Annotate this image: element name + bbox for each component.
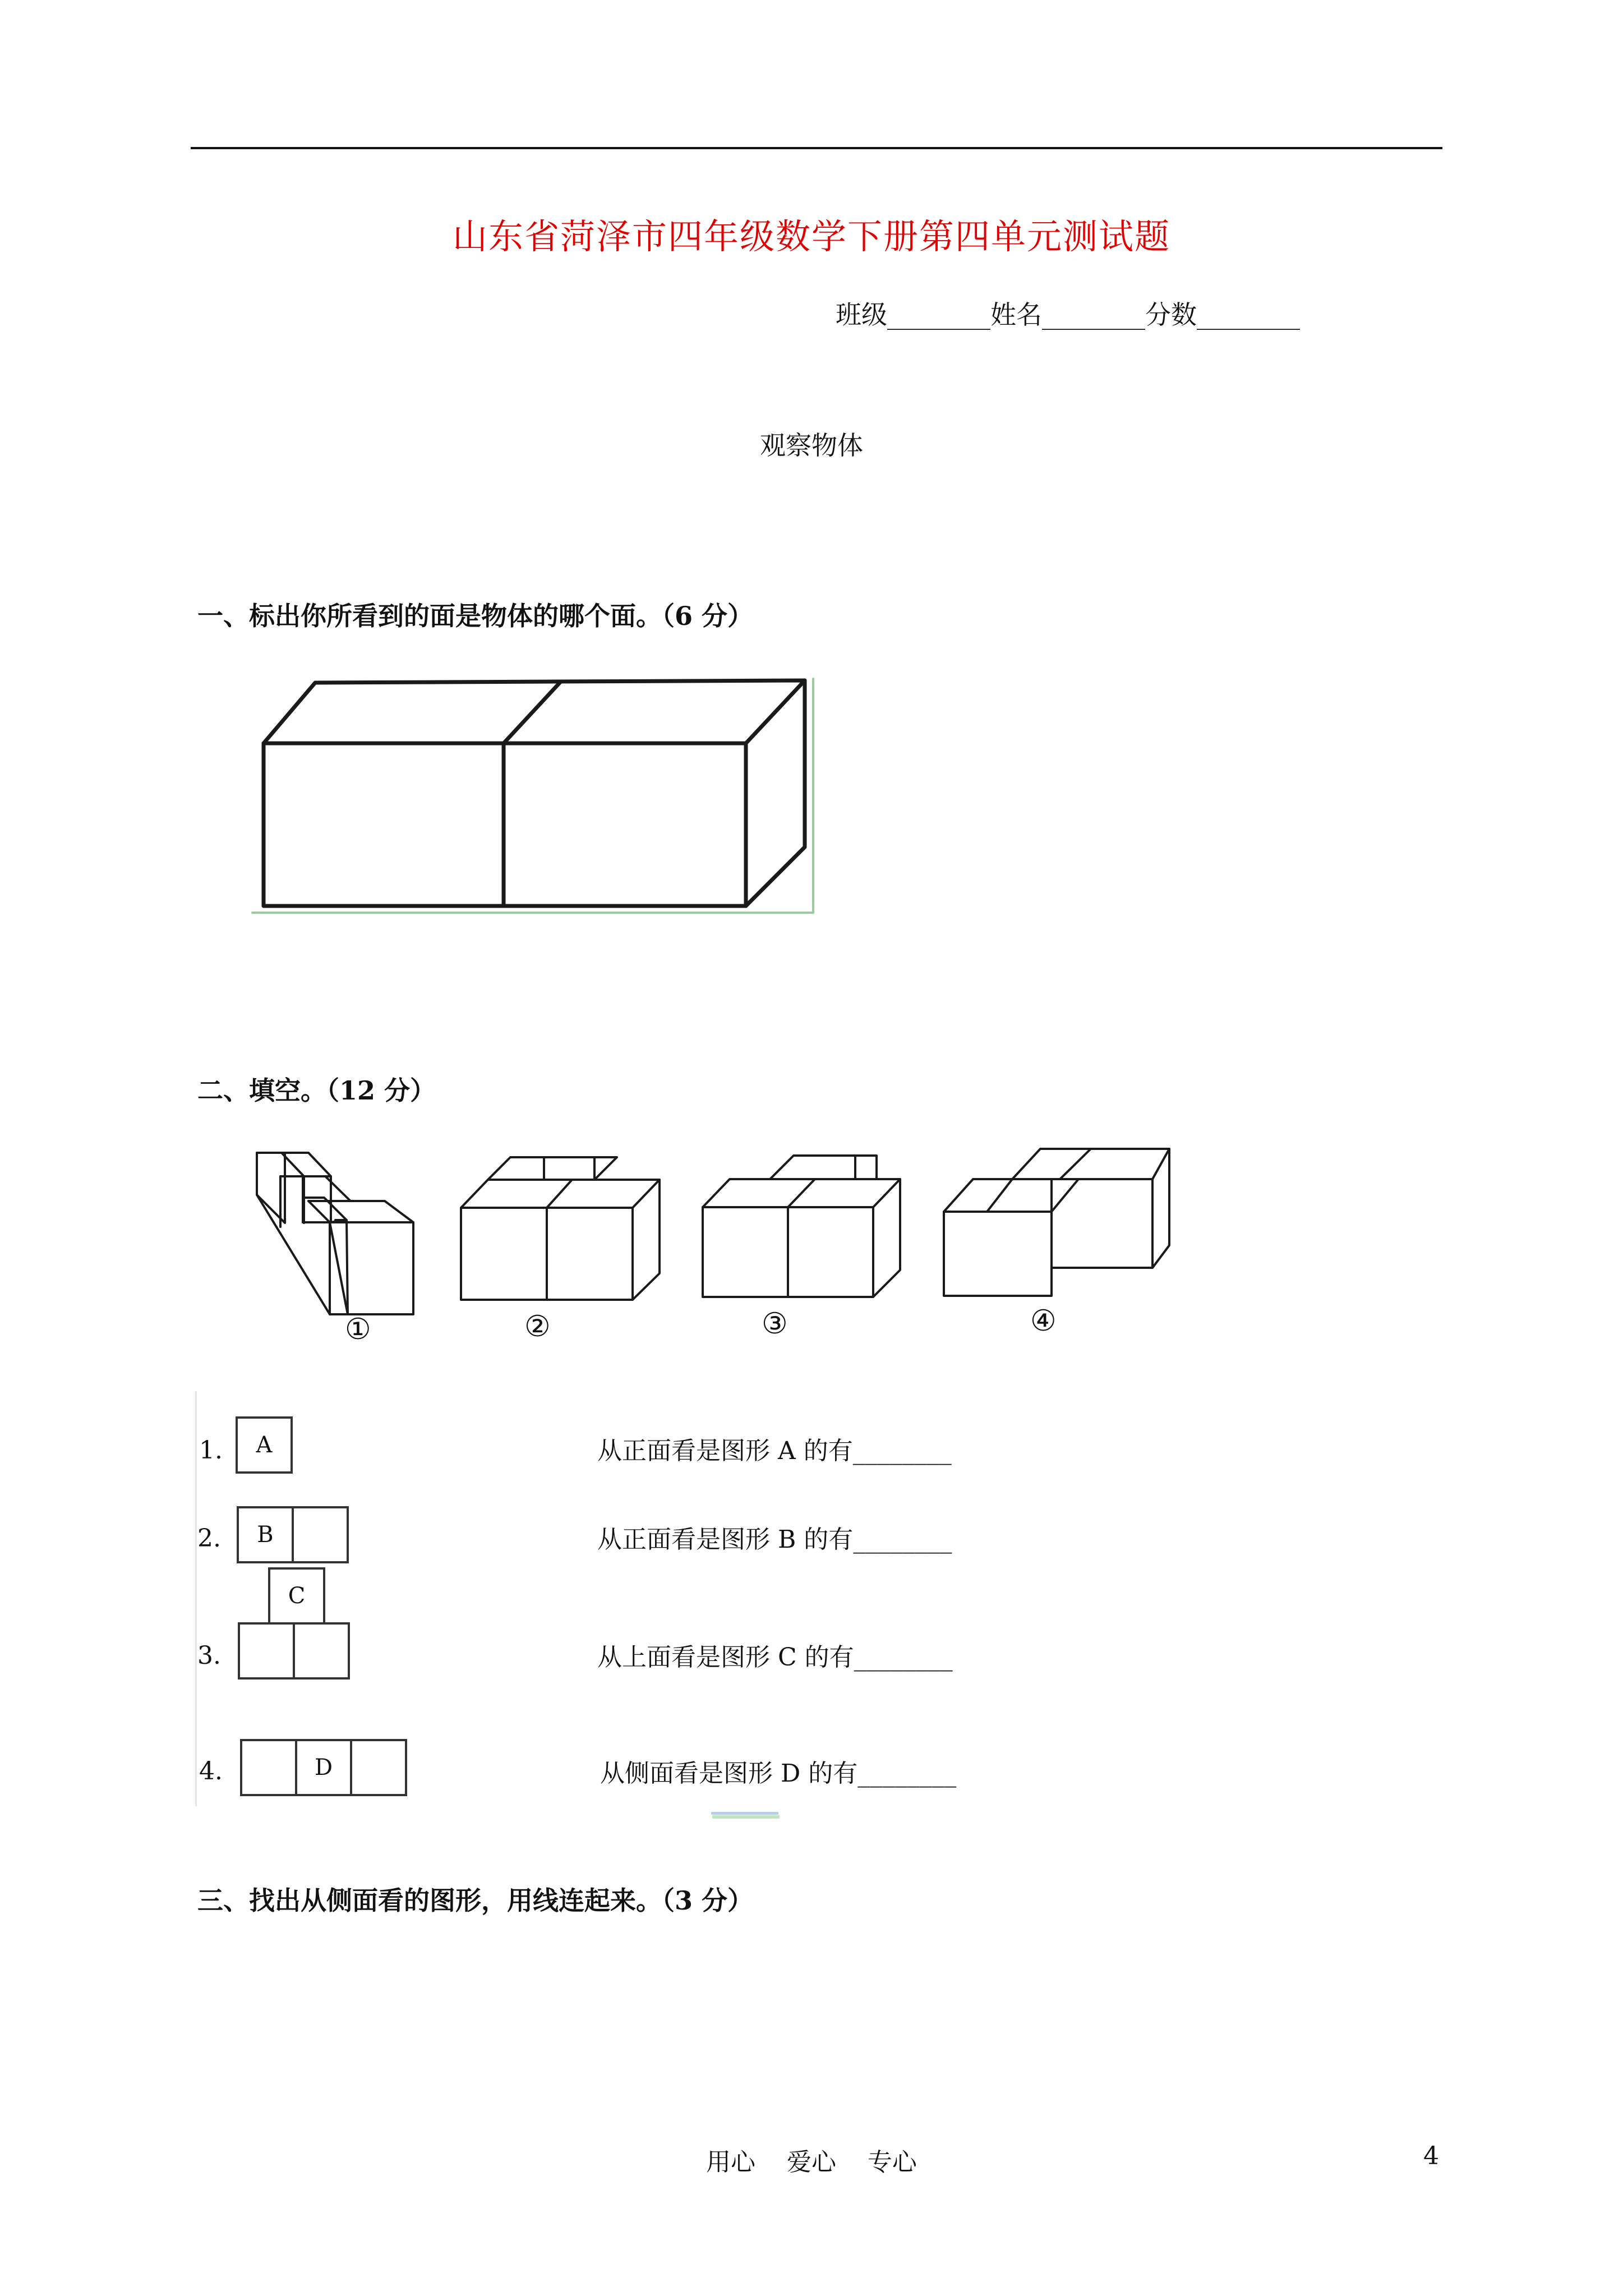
question-1-shape [236, 1416, 293, 1474]
shape-cell [238, 1622, 295, 1680]
question-2-label: 从正面看是图形 B 的有 [597, 1525, 854, 1554]
question-3-label: 从上面看是图形 C 的有 [597, 1643, 854, 1672]
name-blank: ________ [1042, 300, 1145, 330]
section3-heading: 三、找出从侧面看的图形，用线连起来。（3 分） [197, 1885, 754, 1916]
header-rule [191, 147, 1442, 149]
question-4-text [600, 1753, 956, 1789]
section2-heading: 二、填空。（12 分） [197, 1075, 436, 1106]
page-title: 山东省菏泽市四年级数学下册第四单元测试题 [452, 216, 1170, 257]
shape-cell: D [295, 1739, 352, 1796]
shape-cell [350, 1739, 407, 1796]
unit-subtitle: 观察物体 [760, 430, 863, 461]
question-2-blank[interactable]: ________ [853, 1525, 952, 1554]
question-3-text [597, 1637, 953, 1673]
name-label: 姓名 [990, 300, 1042, 330]
section1-heading: 一、标出你所看到的面是物体的哪个面。（6 分） [197, 601, 754, 631]
scan-artifact-mark [711, 1812, 778, 1815]
question-1-blank[interactable]: ________ [852, 1437, 952, 1465]
question-1-text [597, 1430, 952, 1466]
two-box-solid-figure [247, 670, 830, 917]
figure-label-1: ① [345, 1313, 371, 1346]
shape-cell: C [268, 1567, 325, 1625]
student-info-line [836, 295, 1300, 332]
score-blank: ________ [1197, 300, 1300, 330]
cube-figure-3 [698, 1150, 906, 1301]
shape-cell [293, 1622, 350, 1680]
footer-motto: 用心 爱心 专心 [706, 2148, 917, 2177]
scan-edge-line [195, 1391, 197, 1806]
question-4-shape [240, 1739, 407, 1796]
question-3-blank[interactable]: ________ [854, 1643, 953, 1672]
question-1-number: 1. [199, 1436, 223, 1465]
score-label: 分数 [1145, 300, 1197, 330]
cube-figure-4 [939, 1144, 1186, 1301]
shape-cell [292, 1506, 349, 1563]
question-4-blank[interactable]: ________ [857, 1759, 957, 1788]
class-blank: ________ [887, 300, 990, 330]
figure-label-3: ③ [762, 1307, 788, 1341]
question-2-number: 2. [197, 1524, 221, 1553]
figure-label-2: ② [524, 1310, 551, 1343]
shape-cell [240, 1739, 297, 1796]
question-3-top-cell [268, 1567, 325, 1625]
scan-artifact-mark [712, 1815, 780, 1819]
question-4-label: 从侧面看是图形 D 的有 [600, 1759, 858, 1788]
question-2-text [597, 1519, 952, 1555]
figure-label-4: ④ [1030, 1304, 1057, 1338]
question-4-number: 4. [199, 1757, 223, 1786]
page-number: 4 [1423, 2142, 1439, 2170]
question-2-shape [237, 1506, 349, 1563]
cube-figure-2 [454, 1153, 662, 1304]
question-1-label: 从正面看是图形 A 的有 [597, 1437, 853, 1465]
question-3-number: 3. [197, 1641, 221, 1670]
shape-cell: A [236, 1416, 293, 1474]
question-3-shape [238, 1622, 350, 1680]
cube-figure-1 [252, 1147, 421, 1318]
class-label: 班级 [836, 300, 887, 330]
shape-cell: B [237, 1506, 294, 1563]
